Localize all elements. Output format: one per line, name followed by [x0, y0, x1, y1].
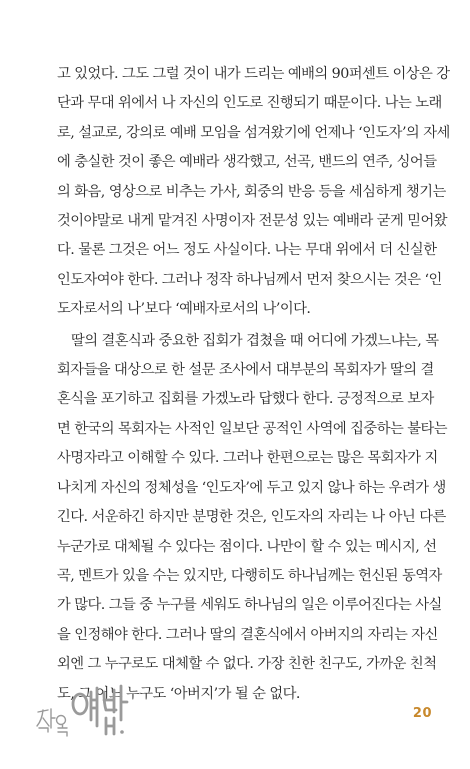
text-line: 에 충실한 것이 좋은 예배라 생각했고, 선곡, 밴드의 연주, 싱어들 [57, 154, 437, 171]
series-logo [34, 676, 134, 740]
text-line: 사명자라고 이해할 수 있다. 그러나 한편으로는 많은 목회자가 지 [57, 450, 438, 467]
text-line: 누군가로 대체될 수 있다는 점이다. 나만이 할 수 있는 메시지, 선 [57, 538, 437, 555]
text-line: 도, 그 어느 누구도 ‘아버지’가 될 순 없다. [57, 685, 300, 702]
text-line: 딸의 결혼식과 중요한 집회가 겹쳤을 때 어디에 가겠느냐는, 목 [71, 332, 439, 349]
paragraph-1 [57, 60, 450, 325]
body-text [57, 60, 450, 709]
paragraph-2 [57, 327, 447, 709]
page-number: 20 [412, 706, 432, 721]
text-line: 가 많다. 그들 중 누구를 세워도 하나님의 일은 이루어진다는 사실 [57, 597, 442, 614]
text-line: 나치게 자신의 정체성을 ‘인도자’에 두고 있지 않나 하는 우려가 생 [57, 479, 446, 496]
text-line: 로, 설교로, 강의로 예배 모임을 섬겨왔기에 언제나 ‘인도자’의 자세 [57, 124, 450, 141]
text-line: 회자들을 대상으로 한 설문 조사에서 대부분의 목회자가 딸의 결 [57, 362, 434, 379]
text-line: 을 인정해야 한다. 그러나 딸의 결혼식에서 아버지의 자리는 자신 [57, 626, 438, 643]
text-line: 것이야말로 내게 맡겨진 사명이자 전문성 있는 예배라 굳게 믿어왔 [57, 213, 447, 230]
text-line: 긴다. 서운하긴 하지만 분명한 것은, 인도자의 자리는 나 아닌 다른 [57, 509, 446, 526]
text-line: 단과 무대 위에서 나 자신의 인도로 진행되기 때문이다. 나는 노래 [57, 95, 442, 112]
text-line: 도자로서의 나’보다 ‘예배자로서의 나’이다. [57, 301, 311, 318]
text-line: 다. 물론 그것은 어느 정도 사실이다. 나는 무대 위에서 더 신실한 [57, 242, 437, 259]
text-line: 의 화음, 영상으로 비추는 가사, 회중의 반응 등을 세심하게 챙기는 [57, 183, 446, 200]
text-line: 곡, 멘트가 있을 수는 있지만, 다행히도 하나님께는 헌신된 동역자 [57, 567, 442, 584]
text-line: 면 한국의 목회자는 사적인 일보단 공적인 사역에 집중하는 불타는 [57, 420, 447, 437]
text-line: 고 있었다. 그도 그럴 것이 내가 드리는 예배의 90퍼센트 이상은 강 [57, 66, 450, 82]
text-line: 외엔 그 누구로도 대체할 수 없다. 가장 친한 친구도, 가까운 친척 [57, 656, 437, 673]
text-line: 인도자여야 한다. 그러나 정작 하나님께서 먼저 찾으시는 것은 ‘인 [57, 271, 442, 288]
text-line: 혼식을 포기하고 집회를 가겠노라 답했다 한다. 긍정적으로 보자 [57, 391, 434, 408]
